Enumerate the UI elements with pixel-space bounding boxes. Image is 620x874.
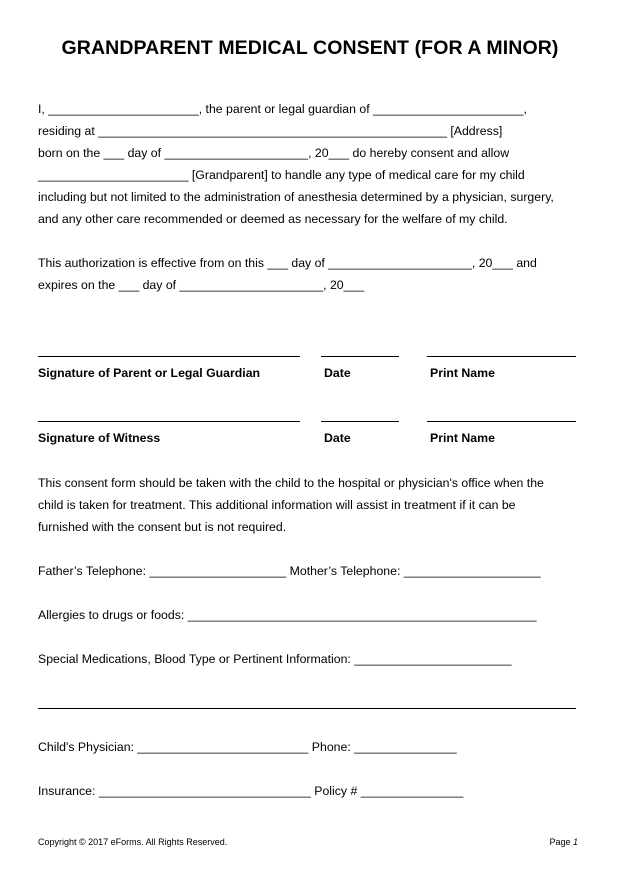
paragraph-line: expires on the ___ day of _____________________, 20___ <box>38 278 365 292</box>
copyright-notice: Copyright © 2017 eForms. All Rights Reserved. <box>38 837 228 847</box>
page-number <box>549 837 578 847</box>
date-line[interactable] <box>321 356 399 357</box>
form-title: GRANDPARENT MEDICAL CONSENT (FOR A MINOR) <box>61 37 559 59</box>
print-name-line[interactable] <box>427 421 576 422</box>
paragraph-line: child is taken for treatment. This additional information will assist in treatment if it can be <box>38 498 516 512</box>
witness-signature-label: Signature of Witness <box>38 431 161 445</box>
parent-signature-line[interactable] <box>38 356 300 357</box>
telephone-fields[interactable]: Father’s Telephone: ____________________ Mother’s Telephone: ____________________ <box>38 564 541 578</box>
page-label: Page <box>549 837 573 847</box>
paragraph-line: and any other care recommended or deemed as necessary for the welfare of my child. <box>38 212 508 226</box>
insurance-fields[interactable]: Insurance: _______________________________ Policy # _______________ <box>38 784 464 798</box>
paragraph-line: furnished with the consent but is not required. <box>38 520 287 534</box>
page-number-value: 1 <box>572 837 578 847</box>
physician-fields[interactable]: Child's Physician: _________________________ Phone: _______________ <box>38 740 457 754</box>
date-label: Date <box>324 366 351 380</box>
medications-field[interactable]: Special Medications, Blood Type or Pertinent Information: _______________________ <box>38 652 512 666</box>
paragraph-line: ______________________ [Grandparent] to handle any type of medical care for my child <box>38 168 525 182</box>
date-line[interactable] <box>321 421 399 422</box>
print-name-line[interactable] <box>427 356 576 357</box>
witness-signature-line[interactable] <box>38 421 300 422</box>
paragraph-line: I, ______________________, the parent or legal guardian of ______________________, <box>38 102 527 116</box>
print-name-label: Print Name <box>430 366 495 380</box>
paragraph-line: This consent form should be taken with the child to the hospital or physician's office when the <box>38 476 544 490</box>
additional-info-line[interactable] <box>38 708 576 709</box>
paragraph-line: including but not limited to the administration of anesthesia determined by a physician, surgery, <box>38 190 554 204</box>
print-name-label: Print Name <box>430 431 495 445</box>
paragraph-line: This authorization is effective from on this ___ day of _____________________, 20___ and <box>38 256 537 270</box>
parent-signature-label: Signature of Parent or Legal Guardian <box>38 366 261 380</box>
allergies-field[interactable]: Allergies to drugs or foods: ___________________________________________________ <box>38 608 537 622</box>
paragraph-line: residing at ___________________________________________________ [Address] <box>38 124 503 138</box>
paragraph-line: born on the ___ day of _____________________, 20___ do hereby consent and allow <box>38 146 510 160</box>
date-label: Date <box>324 431 351 445</box>
